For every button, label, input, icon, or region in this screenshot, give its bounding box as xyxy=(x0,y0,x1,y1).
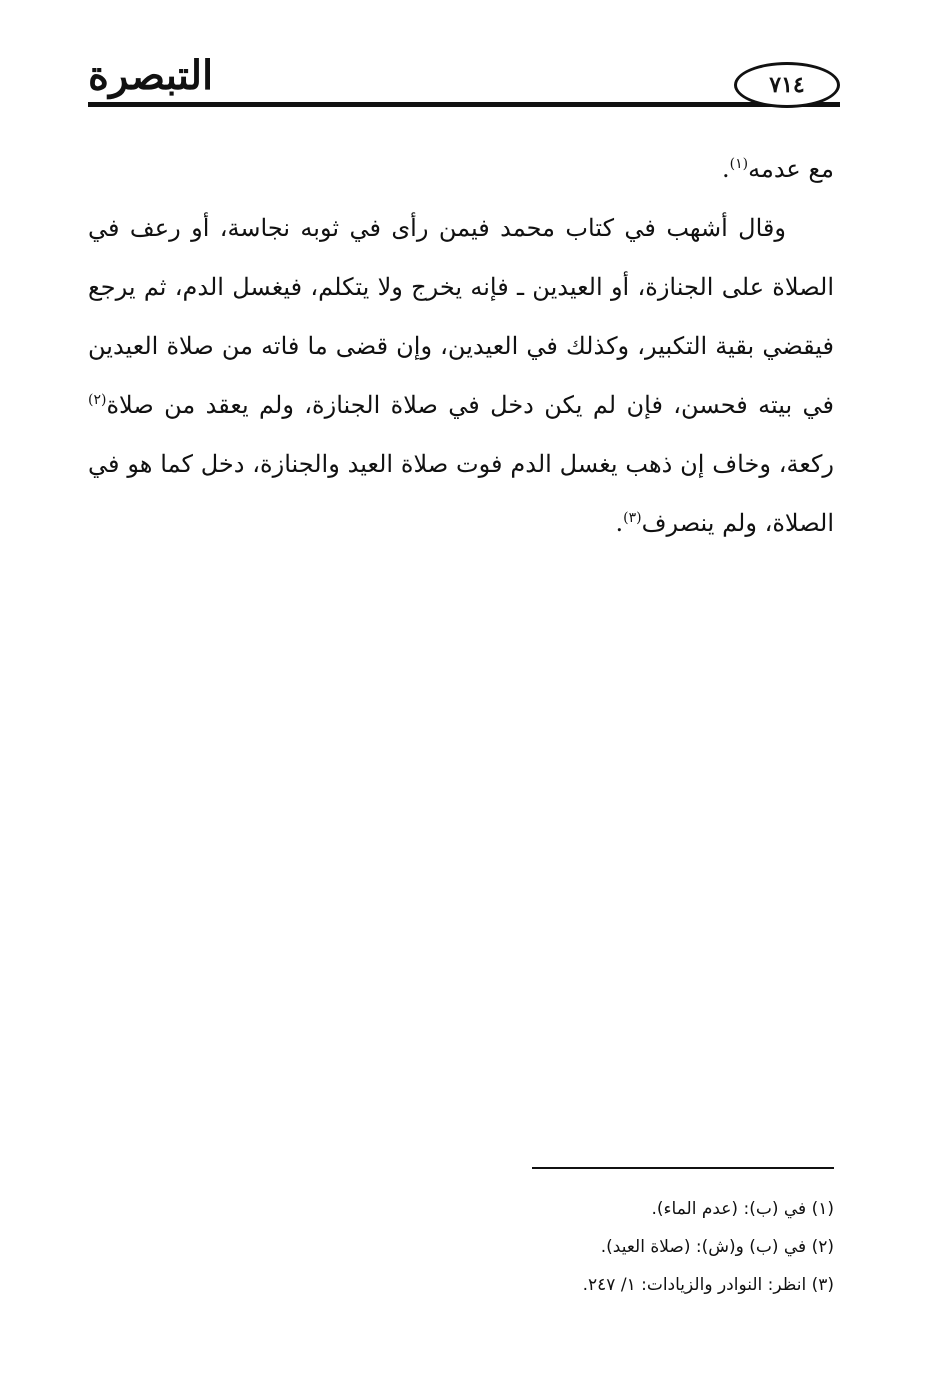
header-rule xyxy=(88,102,840,107)
paragraph-2-text-a: وقال أشهب في كتاب محمد فيمن رأى في ثوبه نجاسة، أو رعف في الصلاة على الجنازة، أو العيدين ـ فإنه يخرج ولا يتكلم، فيغسل الدم، ثم يرجع فيقضي بقية التكبير، وكذلك في العيدين، وإن قضى ما فاته من صلاة العيدين في بيته فحسن، فإن لم يكن دخل في صلاة الجنازة، ولم يعقد من صلاة xyxy=(88,214,834,419)
footnote-ref-3: (٣) xyxy=(623,510,642,526)
page-number: ٧١٤ xyxy=(734,62,840,108)
paragraph-2-end: . xyxy=(615,509,624,537)
footnote-2: (٢) في (ب) و(ش): (صلاة العيد). xyxy=(600,1237,834,1257)
footnote-ref-2: (٢) xyxy=(88,392,107,408)
paragraph-1 xyxy=(88,140,834,199)
paragraph-1-end: . xyxy=(721,155,730,183)
footnote-3: (٣) انظر: النوادر والزيادات: ١/ ٢٤٧. xyxy=(582,1275,834,1295)
footnotes xyxy=(400,1190,834,1304)
footnote-ref-1: (١) xyxy=(729,156,749,172)
footnote-separator xyxy=(532,1167,834,1169)
footnote-1: (١) في (ب): (عدم الماء). xyxy=(651,1199,834,1219)
main-text xyxy=(88,140,834,553)
paragraph-1-text: مع عدمه xyxy=(748,155,834,183)
book-title: التبصرة xyxy=(88,52,214,99)
paragraph-2-text-b: ركعة، وخاف إن ذهب يغسل الدم فوت صلاة العيد والجنازة، دخل كما هو في الصلاة، ولم ينصرف xyxy=(88,450,834,537)
paragraph-2 xyxy=(88,199,834,553)
page-header xyxy=(88,52,840,116)
